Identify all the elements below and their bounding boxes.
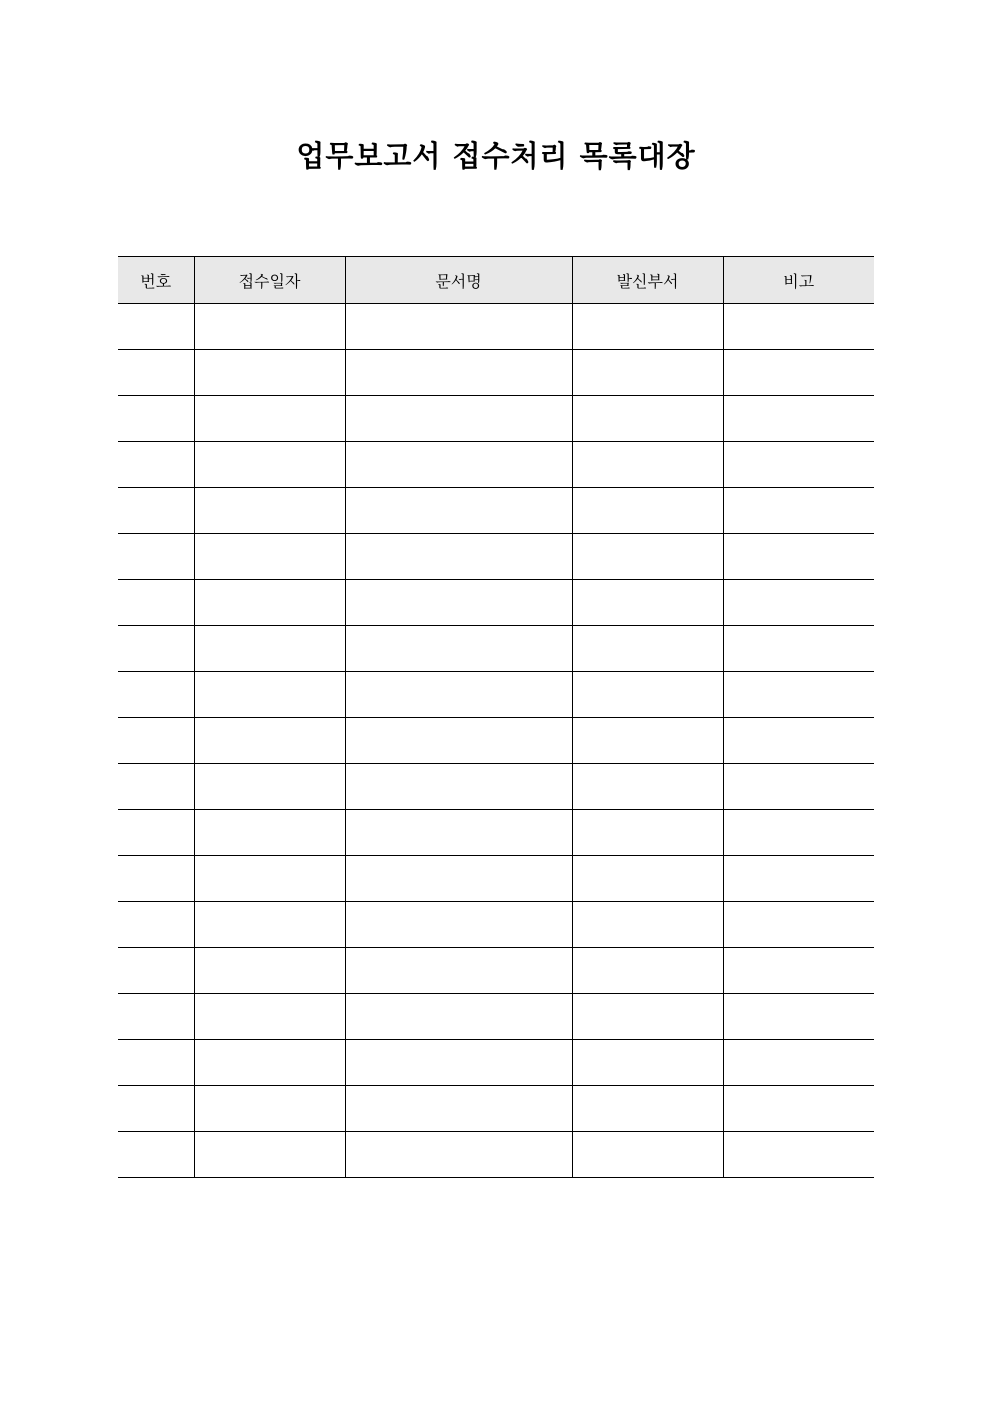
cell-received-date[interactable]	[194, 1132, 345, 1178]
cell-sending-department[interactable]	[572, 1132, 723, 1178]
cell-document-name[interactable]	[345, 672, 572, 718]
cell-received-date[interactable]	[194, 534, 345, 580]
cell-received-date[interactable]	[194, 856, 345, 902]
cell-number[interactable]	[118, 1086, 194, 1132]
cell-document-name[interactable]	[345, 810, 572, 856]
cell-received-date[interactable]	[194, 672, 345, 718]
cell-sending-department[interactable]	[572, 810, 723, 856]
cell-number[interactable]	[118, 1040, 194, 1086]
cell-sending-department[interactable]	[572, 764, 723, 810]
table-row	[118, 626, 874, 672]
table-row	[118, 902, 874, 948]
cell-remarks[interactable]	[723, 580, 874, 626]
cell-sending-department[interactable]	[572, 488, 723, 534]
cell-received-date[interactable]	[194, 626, 345, 672]
cell-remarks[interactable]	[723, 442, 874, 488]
cell-number[interactable]	[118, 672, 194, 718]
cell-number[interactable]	[118, 856, 194, 902]
table-row	[118, 856, 874, 902]
cell-number[interactable]	[118, 948, 194, 994]
page-title: 업무보고서 접수처리 목록대장	[296, 139, 696, 173]
cell-received-date[interactable]	[194, 304, 345, 350]
cell-document-name[interactable]	[345, 534, 572, 580]
table-row	[118, 1040, 874, 1086]
cell-document-name[interactable]	[345, 626, 572, 672]
table-row	[118, 1132, 874, 1178]
column-header-remarks: 비고	[723, 257, 874, 304]
cell-document-name[interactable]	[345, 350, 572, 396]
table-row	[118, 488, 874, 534]
cell-sending-department[interactable]	[572, 1086, 723, 1132]
cell-received-date[interactable]	[194, 442, 345, 488]
cell-document-name[interactable]	[345, 902, 572, 948]
cell-remarks[interactable]	[723, 626, 874, 672]
cell-received-date[interactable]	[194, 488, 345, 534]
cell-sending-department[interactable]	[572, 580, 723, 626]
cell-document-name[interactable]	[345, 396, 572, 442]
cell-sending-department[interactable]	[572, 994, 723, 1040]
table-row	[118, 442, 874, 488]
table-row	[118, 994, 874, 1040]
column-header-sending-department: 발신부서	[572, 257, 723, 304]
cell-remarks[interactable]	[723, 304, 874, 350]
cell-remarks[interactable]	[723, 902, 874, 948]
cell-received-date[interactable]	[194, 1086, 345, 1132]
cell-remarks[interactable]	[723, 718, 874, 764]
cell-number[interactable]	[118, 396, 194, 442]
column-header-number: 번호	[118, 257, 194, 304]
table-body	[118, 304, 874, 1178]
cell-number[interactable]	[118, 764, 194, 810]
table-row	[118, 1086, 874, 1132]
table-row	[118, 672, 874, 718]
cell-remarks[interactable]	[723, 534, 874, 580]
cell-remarks[interactable]	[723, 994, 874, 1040]
cell-remarks[interactable]	[723, 1040, 874, 1086]
cell-document-name[interactable]	[345, 1132, 572, 1178]
cell-received-date[interactable]	[194, 396, 345, 442]
table-row	[118, 810, 874, 856]
table-header-row	[118, 257, 874, 304]
cell-received-date[interactable]	[194, 580, 345, 626]
cell-received-date[interactable]	[194, 948, 345, 994]
cell-remarks[interactable]	[723, 396, 874, 442]
cell-remarks[interactable]	[723, 1132, 874, 1178]
cell-number[interactable]	[118, 626, 194, 672]
cell-received-date[interactable]	[194, 994, 345, 1040]
cell-received-date[interactable]	[194, 350, 345, 396]
cell-document-name[interactable]	[345, 764, 572, 810]
cell-received-date[interactable]	[194, 718, 345, 764]
cell-sending-department[interactable]	[572, 304, 723, 350]
cell-sending-department[interactable]	[572, 350, 723, 396]
cell-number[interactable]	[118, 902, 194, 948]
cell-number[interactable]	[118, 718, 194, 764]
cell-document-name[interactable]	[345, 442, 572, 488]
cell-sending-department[interactable]	[572, 718, 723, 764]
table-row	[118, 350, 874, 396]
cell-number[interactable]	[118, 1132, 194, 1178]
cell-number[interactable]	[118, 488, 194, 534]
cell-received-date[interactable]	[194, 764, 345, 810]
cell-remarks[interactable]	[723, 350, 874, 396]
cell-document-name[interactable]	[345, 1040, 572, 1086]
table-row	[118, 948, 874, 994]
cell-remarks[interactable]	[723, 810, 874, 856]
cell-document-name[interactable]	[345, 304, 572, 350]
cell-number[interactable]	[118, 304, 194, 350]
column-header-document-name: 문서명	[345, 257, 572, 304]
cell-document-name[interactable]	[345, 948, 572, 994]
cell-sending-department[interactable]	[572, 1040, 723, 1086]
cell-remarks[interactable]	[723, 856, 874, 902]
cell-remarks[interactable]	[723, 672, 874, 718]
column-header-received-date: 접수일자	[194, 257, 345, 304]
cell-sending-department[interactable]	[572, 442, 723, 488]
cell-received-date[interactable]	[194, 810, 345, 856]
cell-document-name[interactable]	[345, 580, 572, 626]
cell-sending-department[interactable]	[572, 534, 723, 580]
cell-number[interactable]	[118, 350, 194, 396]
cell-remarks[interactable]	[723, 488, 874, 534]
cell-sending-department[interactable]	[572, 856, 723, 902]
table-row	[118, 534, 874, 580]
cell-received-date[interactable]	[194, 902, 345, 948]
table-row	[118, 580, 874, 626]
cell-remarks[interactable]	[723, 764, 874, 810]
table-row	[118, 764, 874, 810]
cell-number[interactable]	[118, 810, 194, 856]
cell-number[interactable]	[118, 442, 194, 488]
cell-sending-department[interactable]	[572, 672, 723, 718]
cell-received-date[interactable]	[194, 1040, 345, 1086]
table-row	[118, 396, 874, 442]
table-row	[118, 718, 874, 764]
cell-sending-department[interactable]	[572, 902, 723, 948]
cell-document-name[interactable]	[345, 718, 572, 764]
cell-number[interactable]	[118, 580, 194, 626]
cell-document-name[interactable]	[345, 488, 572, 534]
cell-document-name[interactable]	[345, 994, 572, 1040]
cell-document-name[interactable]	[345, 1086, 572, 1132]
table-row	[118, 304, 874, 350]
cell-sending-department[interactable]	[572, 626, 723, 672]
cell-sending-department[interactable]	[572, 396, 723, 442]
cell-sending-department[interactable]	[572, 948, 723, 994]
cell-number[interactable]	[118, 994, 194, 1040]
ledger-table	[118, 256, 874, 1178]
cell-remarks[interactable]	[723, 1086, 874, 1132]
cell-number[interactable]	[118, 534, 194, 580]
cell-remarks[interactable]	[723, 948, 874, 994]
cell-document-name[interactable]	[345, 856, 572, 902]
